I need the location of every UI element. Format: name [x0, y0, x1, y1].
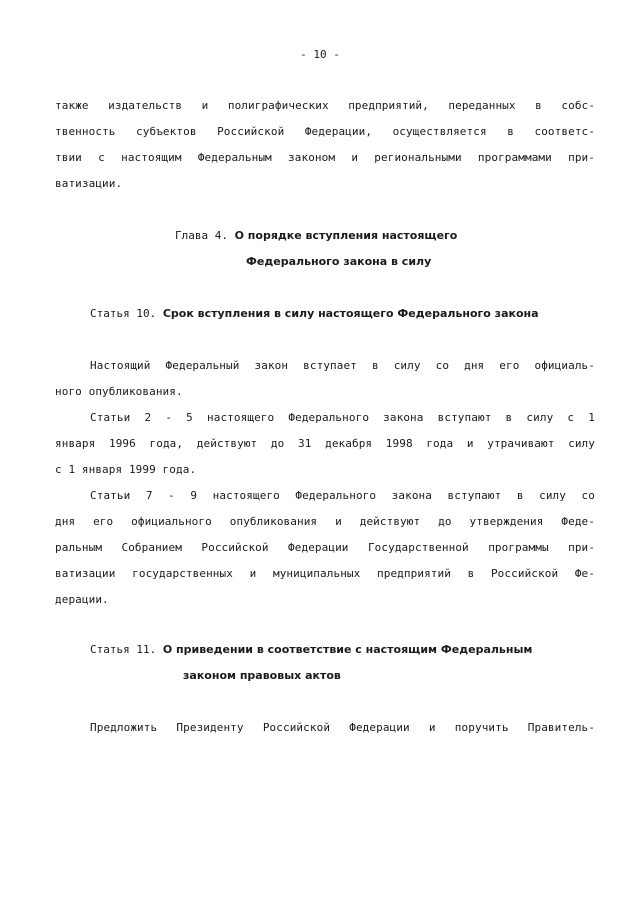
paragraph-line: твенность субъектов Российской Федерации, осуществляется в соответс-	[55, 125, 595, 138]
chapter-heading	[175, 228, 457, 244]
paragraph-line: января 1996 года, действуют до 31 декабря 1998 года и утрачивают силу	[55, 437, 595, 450]
paragraph-line: также издательств и полиграфических предприятий, переданных в собс-	[55, 99, 595, 112]
article-10-title: Срок вступления в силу настоящего Федерального закона	[162, 307, 539, 320]
paragraph-line: ного опубликования.	[55, 385, 183, 398]
paragraph-line: твии с настоящим Федеральным законом и региональными программами при-	[55, 151, 595, 164]
paragraph-line: Предложить Президенту Российской Федерации и поручить Правитель-	[90, 721, 595, 734]
article-11-heading	[90, 642, 532, 658]
chapter-title-line1: О порядке вступления настоящего	[234, 229, 458, 242]
article-10-heading	[90, 306, 539, 322]
page-number: - 10 -	[300, 48, 340, 61]
article-10-prefix: Статья 10.	[90, 307, 157, 320]
paragraph-line: ватизации государственных и муниципальных предприятий в Российской Фе-	[55, 567, 595, 580]
paragraph-line: ральным Собранием Российской Федерации Государственной программы при-	[55, 541, 595, 554]
paragraph-line: Настоящий Федеральный закон вступает в силу со дня его официаль-	[90, 359, 595, 372]
article-11-title-line2: законом правовых актов	[183, 669, 341, 682]
article-11-prefix: Статья 11.	[90, 643, 157, 656]
article-11-title-line1: О приведении в соответствие с настоящим Федеральным	[162, 643, 533, 656]
chapter-prefix: Глава 4.	[175, 229, 228, 242]
paragraph-line: дерации.	[55, 593, 109, 606]
paragraph-line: Статьи 7 - 9 настоящего Федерального закона вступают в силу со	[90, 489, 595, 502]
chapter-title-line2: Федерального закона в силу	[246, 255, 432, 268]
paragraph-line: с 1 января 1999 года.	[55, 463, 197, 476]
paragraph-line: Статьи 2 - 5 настоящего Федерального закона вступают в силу с 1	[90, 411, 595, 424]
paragraph-line: дня его официального опубликования и действуют до утверждения Феде-	[55, 515, 595, 528]
paragraph-line: ватизации.	[55, 177, 123, 190]
